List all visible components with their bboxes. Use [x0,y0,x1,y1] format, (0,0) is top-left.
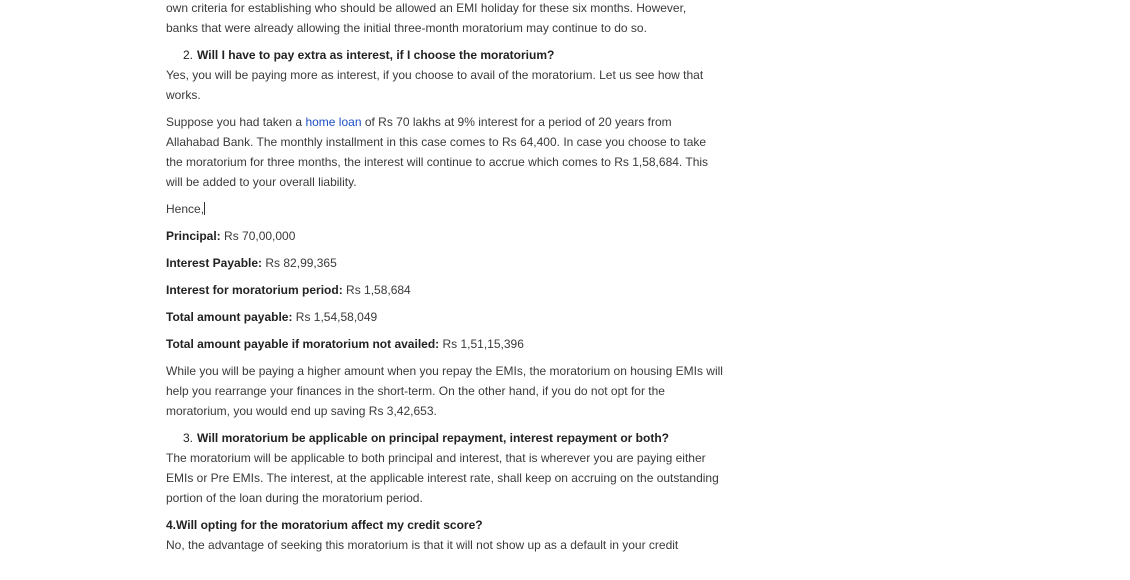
question-3-number: 3. [183,431,194,445]
hence-label: Hence, [166,202,205,216]
question-2-text: Will I have to pay extra as interest, if I choose the moratorium? [197,48,555,62]
figure-principal [166,226,726,246]
answer-moratorium-paragraph: The moratorium will be applicable to both principal and interest, that is wherever you are paying either EMIs or Pre EMIs. The interest, at the applicable interest rate, shall keep on accruing on the outstanding portion of the loan during the moratorium period. [166,451,719,505]
intro-paragraph [166,0,726,38]
question-3-heading [166,428,726,448]
figure-label: Total amount payable if moratorium not availed: [166,337,440,351]
example-text-end: of Rs 70 lakhs at 9% interest for a period of 20 years from Allahabad Bank. The monthly installment in this case comes to Rs 64,400. In case you choose to take the moratorium for three months, the interest will continue to accrue which comes to Rs 1,58,684. This will be added to your overall liability. [166,115,709,189]
figure-value: Rs 1,58,684 [342,283,411,297]
question-4-heading: 4.Will opting for the moratorium affect my credit score? [166,518,483,532]
answer-yes-paragraph: Yes, you will be paying more as interest, if you choose to avail of the moratorium. Let us see how that works. [166,68,704,102]
figure-interest-payable [166,253,726,273]
question-2-heading [166,45,726,65]
figure-value: Rs 70,00,000 [220,229,296,243]
home-loan-link[interactable]: home loan [305,115,362,129]
figure-value: Rs 1,51,15,396 [439,337,524,351]
figure-label: Principal: [166,229,221,243]
article-body [166,0,726,562]
figure-total-without-moratorium [166,334,726,354]
example-text-start: Suppose you had taken a [166,115,306,129]
figure-moratorium-interest [166,280,726,300]
figure-total-payable [166,307,726,327]
question-3-text: Will moratorium be applicable on principal repayment, interest repayment or both? [197,431,669,445]
question-2-number: 2. [183,48,194,62]
text-cursor [204,202,205,215]
hence-text [166,199,726,219]
figure-label: Interest Payable: [166,256,263,270]
figure-label: Interest for moratorium period: [166,283,343,297]
summary-paragraph: While you will be paying a higher amount when you repay the EMIs, the moratorium on housing EMIs will help you rearrange your finances in the short-term. On the other hand, if you do not opt for the moratorium, you would end up saving Rs 3,42,653. [166,364,723,418]
intro-line-2: banks that were already allowing the initial three-month moratorium may continue to do so. [166,21,647,35]
figure-label: Total amount payable: [166,310,293,324]
answer-no-paragraph: No, the advantage of seeking this moratorium is that it will not show up as a default in your credit [166,538,679,552]
figure-value: Rs 1,54,58,049 [292,310,378,324]
example-paragraph [166,112,726,192]
intro-line-1: own criteria for establishing who should be allowed an EMI holiday for these six months. However, [166,1,687,15]
figure-value: Rs 82,99,365 [262,256,337,270]
